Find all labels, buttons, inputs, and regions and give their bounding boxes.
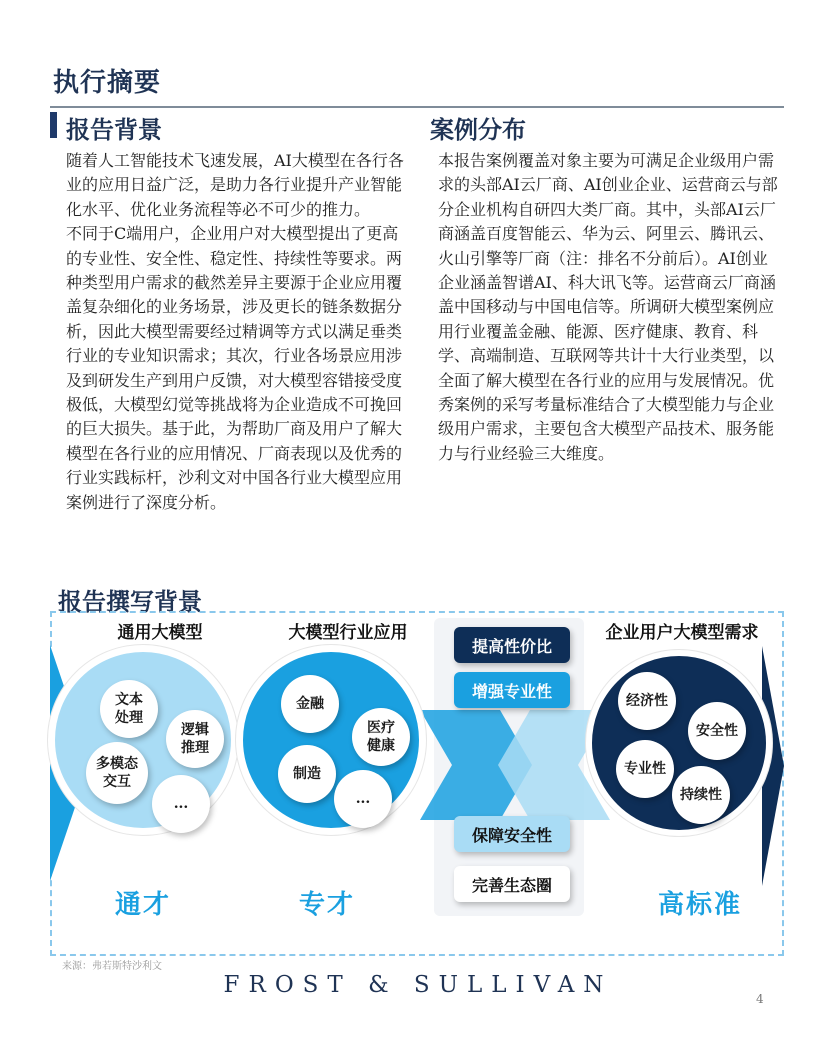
page-title: 执行摘要 <box>53 68 162 98</box>
page-number: 4 <box>756 992 764 1006</box>
case-distribution-paragraph: 本报告案例覆盖对象主要为可满足企业级用户需求的头部AI云厂商、AI创业企业、运营商云与部分企业机构自研四大类厂商。其中，头部AI云厂商涵盖百度智能云、华为云、阿里云、腾讯云、火山引擎等厂商（注：排名不分前后）。AI创业企业涵盖智谱AI、科大讯飞等。运营商云厂商涵盖中国移动与中国电信等。所调研大模型案例应用行业覆盖金融、能源、医疗健康、教育、科学、高端制造、互联网等共计十大行业类型，以全面了解大模型在各行业的应用与发展情况。优秀案例的采写考量标准结合了大模型能力与企业级用户需求，主要包含大模型产品技术、服务能力与行业经验三大维度。 <box>438 151 778 463</box>
item-multimodal-interaction: 多模态 交互 <box>86 742 148 804</box>
item-economy: 经济性 <box>618 672 676 730</box>
tag-security: 保障安全性 <box>454 816 570 852</box>
item-more: ... <box>334 770 392 828</box>
col-label-enterprise-demand: 企业用户大模型需求 <box>605 623 759 643</box>
case-distribution-text <box>438 149 783 466</box>
background-paragraph-1: 随着人工智能技术飞速发展，AI大模型在各行各业的应用日益广泛，是助力各行业提升产业智能化水平、优化业务流程等必不可少的推力。 <box>66 151 404 219</box>
section-title-background: 报告背景 <box>66 115 162 144</box>
label-high-standard: 高标准 <box>657 890 742 920</box>
diagram-title: 报告撰写背景 <box>58 587 202 616</box>
section-accent-bar <box>50 112 57 138</box>
background-paragraph-2: 不同于C端用户，企业用户对大模型提出了更高的专业性、安全性、稳定性、持续性等要求。两种类型用户需求的截然差异主要源于企业应用覆盖复杂细化的业务场景，涉及更长的链条数据分析，因此大模型需要经过精调等方式以满足垂类行业的专业知识需求；其次，行业各场景应用涉及到研发生产到用户反馈，对大模型容错接受度极低，大模型幻觉等挑战将为企业造成不可挽回的巨大损失。基于此，为帮助厂商及用户了解大模型在各行业的应用情况、厂商表现以及优秀的行业实践标杆，沙利文对中国各行业大模型应用案例进行了深度分析。 <box>66 224 403 512</box>
item-logical-reasoning: 逻辑 推理 <box>166 710 224 768</box>
item-continuity: 持续性 <box>672 766 730 824</box>
item-healthcare: 医疗 健康 <box>352 708 410 766</box>
brand-logo: FROST & SULLIVAN <box>223 972 613 998</box>
converging-arrows <box>420 700 610 830</box>
source-note: 来源：弗若斯特沙利文 <box>62 961 162 972</box>
col-label-industry-application: 大模型行业应用 <box>288 623 408 643</box>
item-safety: 安全性 <box>688 702 746 760</box>
tag-ecosystem: 完善生态圈 <box>454 866 570 902</box>
item-manufacturing: 制造 <box>278 745 336 803</box>
item-more: ... <box>152 775 210 833</box>
item-finance: 金融 <box>281 675 339 733</box>
label-generalist: 通才 <box>114 890 171 920</box>
header-divider <box>50 106 784 108</box>
item-specialization: 专业性 <box>616 740 674 798</box>
tag-professionalism: 增强专业性 <box>454 672 570 708</box>
col-label-general-model: 通用大模型 <box>117 623 203 643</box>
item-text-processing: 文本 处理 <box>100 680 158 738</box>
background-text <box>66 149 411 515</box>
tag-cost-effectiveness: 提高性价比 <box>454 627 570 663</box>
label-specialist: 专才 <box>298 890 355 920</box>
section-title-case-distribution: 案例分布 <box>430 115 526 144</box>
